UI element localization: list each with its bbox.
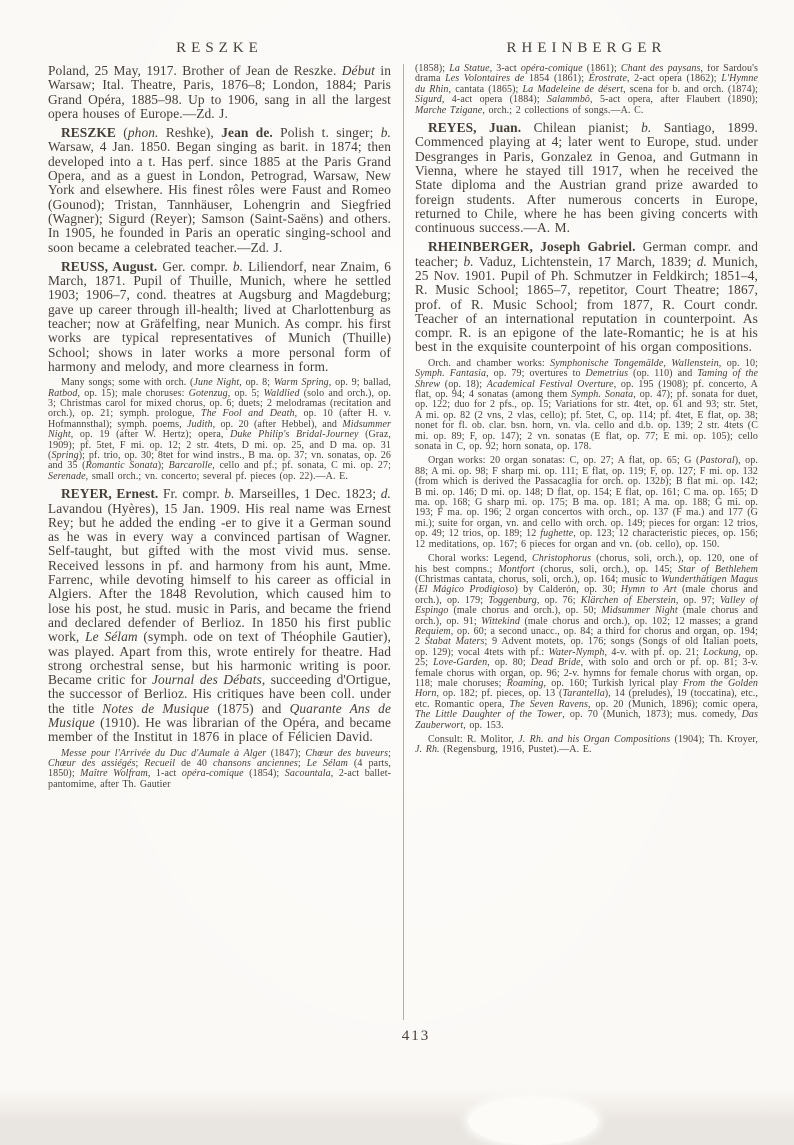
text-segment: Sigurd bbox=[415, 94, 442, 106]
text-segment: Jean de. bbox=[221, 125, 273, 141]
text-segment: de 40 bbox=[175, 758, 213, 770]
text-segment: Taming of the Shrew bbox=[415, 368, 758, 390]
text-segment: REYES, Juan. bbox=[428, 120, 522, 136]
text-segment: RHEINBERGER, Joseph Gabriel. bbox=[428, 239, 636, 255]
text-segment: (1910). He was librarian of the Opéra, and became member of the Institut in 1876 in place of Félicien David. bbox=[48, 715, 391, 745]
text-segment: REUSS, August. bbox=[61, 258, 158, 274]
text-segment: Orch. and chamber works: bbox=[428, 357, 551, 369]
text-segment: Marche Tzigane bbox=[415, 104, 483, 116]
entry-rheinberger-choral-works bbox=[415, 554, 758, 731]
text-segment: Vaduz, Lichtenstein, 17 March, 1839; bbox=[473, 253, 697, 269]
text-segment: (Christmas cantata, chorus, soli, orch.), op. 164; music to bbox=[415, 573, 662, 585]
text-segment: Érostrate bbox=[588, 73, 627, 85]
text-segment: Notes de Musique bbox=[102, 700, 210, 716]
text-segment: b. bbox=[641, 120, 652, 136]
text-segment: Klärchen of Eberstein bbox=[580, 594, 676, 606]
text-segment: Maître Wolfram bbox=[80, 768, 148, 780]
entry-reyer-works-continuation bbox=[415, 64, 758, 116]
text-segment: Valley of Espingo bbox=[415, 594, 758, 617]
text-segment: Dead Bride bbox=[530, 657, 581, 669]
text-segment: Journal des Débats bbox=[151, 672, 262, 688]
text-segment: El Mágico Prodigioso bbox=[418, 584, 515, 596]
text-segment: (chorus, soli, orch.), op. 120, one of his best compns.; bbox=[415, 553, 758, 575]
text-segment: Recueil bbox=[144, 758, 176, 770]
text-segment: Barcarolle bbox=[168, 460, 213, 472]
entry-rheinberger-organ-works bbox=[415, 456, 758, 550]
text-segment: (1904); Th. Kroyer, bbox=[670, 734, 758, 745]
entry-reszke-edouard-continuation bbox=[48, 64, 391, 121]
text-segment: Le Sélam bbox=[306, 758, 348, 770]
text-segment: , op. 80; bbox=[487, 657, 531, 669]
text-segment: opéra-comique bbox=[181, 768, 244, 780]
text-segment: , cantata (1865); bbox=[448, 83, 523, 95]
text-segment: Poland, 25 May, 1917. Brother of Jean de Reszke. bbox=[48, 64, 342, 78]
text-segment: Academical Festival Overture bbox=[486, 378, 614, 390]
text-segment: ) by Calderón, op. 30; bbox=[514, 584, 621, 596]
text-segment: Gotenzug bbox=[188, 387, 228, 399]
text-segment: , op. 195 (1908); pf. concerto, A flat, op. 94; 4 sonatas (among them bbox=[415, 378, 758, 400]
text-segment: , op. 47); pf. sonata for duet, op. 122; duo for 2 pfs., op. 15; Variations for str. 4tet, op. 61 and 93; str. 5tet, A mi. op. 82 (2 vns, 2 vlas, cello); pf. 5tet, C, op. 114; pf. 4tet, E flat, op. 38; nonet for fl. ob. clar. bsn. horn, vn. vla. cello and d.b. op. 139; 2 str. 4tets (C mi. op. 89; F, op. 147); 2 vn. sonatas (E flat, op. 77; E mi. op. 105); cello sonata in C, op. 92; horn sonata, op. 178. bbox=[415, 389, 758, 453]
text-segment: German compr. and teacher; bbox=[415, 239, 758, 269]
text-segment: ( bbox=[115, 125, 128, 141]
text-segment: Ger. compr. bbox=[157, 258, 233, 274]
entry-reyer-ernest bbox=[48, 487, 391, 744]
text-segment: , op. 25; bbox=[415, 646, 758, 669]
text-segment: Ratbod bbox=[48, 387, 78, 399]
text-segment: , 4-v. with pf. op. 21; bbox=[604, 646, 704, 658]
text-segment: Fr. compr. bbox=[158, 486, 225, 502]
text-segment: b bbox=[660, 476, 666, 488]
scan-edge-artifact bbox=[0, 1089, 794, 1123]
running-heads bbox=[48, 40, 758, 57]
text-segment: La Statue bbox=[449, 64, 490, 74]
text-segment: Chœur des assiégés bbox=[48, 758, 136, 770]
text-segment: (1858); bbox=[415, 64, 450, 74]
entry-reyes-juan bbox=[415, 121, 758, 235]
running-head-right: RHEINBERGER bbox=[506, 40, 667, 56]
text-segment: La Madeleine de désert bbox=[522, 83, 624, 95]
text-segment: Water-Nymph bbox=[548, 646, 605, 658]
text-segment: The Fool and Death bbox=[200, 408, 295, 420]
entry-rheinberger-consult bbox=[415, 735, 758, 756]
entry-reyer-works-list bbox=[48, 749, 391, 791]
text-segment: Munich, 25 Nov. 1901. Pupil of Ph. Schmutzer in Feldkirch; 1851–4, R. Music School; 1865–7, repetitor, Court Theatre; 1867, prof. of R. Music School; from 1877, R. Court condr. Teacher of an international reputation in counterpoint. As compr. R. is an epigone of the late-Romantic; he is at his best in the exquisite counterpoint of his organ compositions. bbox=[415, 253, 758, 355]
text-segment: Choral works: Legend, bbox=[428, 553, 532, 565]
text-segment: (male chorus and orch.), op. 179; bbox=[415, 584, 758, 606]
text-segment: Love-Garden bbox=[433, 657, 488, 669]
text-segment: (male chorus and orch.), op. 102; 12 masses; a grand bbox=[519, 615, 758, 627]
text-segment: Wittekind bbox=[481, 615, 520, 627]
text-segment: , op. 60; a second unacc., op. 84; a third for chorus and organ, op. 194; 2 bbox=[415, 625, 758, 648]
right-column bbox=[415, 64, 758, 1032]
text-segment: Santiago, 1899. Commenced playing at 4; later went to Europe, stud. under Desgranges in Paris, Gonzalez in Genoa, and Gutmann in Vienna, where he stayed till 1917, when he received the State diploma and the Austrian grand prize awarded to foreign students. After numerous concerts in Europe, returned to Chile, where he has been giving concerts with continuous success.—A. M. bbox=[415, 120, 758, 236]
text-segment: b. bbox=[224, 486, 235, 502]
text-segment: Spring bbox=[51, 450, 79, 462]
text-segment: (4 parts, 1850); bbox=[48, 758, 392, 780]
text-segment: fughette bbox=[540, 528, 574, 540]
text-segment: , small orch.; vn. concerto; several pf. pieces (op. 22).—A. E. bbox=[85, 470, 348, 482]
text-segment: Midsummer Night bbox=[601, 605, 678, 617]
text-segment: , 1-act bbox=[147, 768, 182, 780]
text-segment: ); pf. trio, op. 30; 8tet for wind instrs., B ma. op. 37; vn. sonatas, op. 26 and 35 ( bbox=[48, 450, 391, 472]
text-segment: Requiem bbox=[415, 625, 451, 637]
text-segment: , op. 8; bbox=[239, 377, 274, 389]
text-segment: ), op. 88; A mi. op. 98; F sharp mi. op. 111; E flat, op. 119; F, op. 127; F mi. op. 132 (from which is derived the Passacaglia for orch. op. 132 bbox=[415, 455, 758, 488]
text-segment: Salammbô bbox=[547, 94, 591, 106]
text-segment: b. bbox=[463, 253, 474, 269]
text-segment: chansons anciennes bbox=[212, 758, 298, 770]
text-segment: Marseilles, 1 Dec. 1823; bbox=[234, 486, 381, 502]
text-segment: (chorus, soli, orch.), op. 145; bbox=[534, 563, 679, 575]
text-segment: , succeeding d'Ortigue, the successor of Berlioz. His critiques have been coll. under the title bbox=[48, 672, 391, 716]
text-segment: Consult: R. Molitor, bbox=[428, 734, 519, 745]
text-segment: Lavandou (Hyères), 15 Jan. 1909. His real name was Ernest Rey; but he added the ending -er to give it a German sound as he was in every way a convinced partisan of Wagner. Self-taught, but gifted with the most vivid mus. sense. Received lessons in pf. and harmony from his aunt, Mme. Farrenc, while devoting himself to his career as official in Algiers. After the 1848 Revolution, which caused him to lose his post, he stud. music in Paris, and became the friend and declared defender of Berlioz. In 1850 his first public work, bbox=[48, 500, 391, 645]
entry-reuss-works-list bbox=[48, 378, 391, 482]
text-segment: , scena for b. and orch. (1874); bbox=[623, 83, 758, 95]
text-segment: , cello and pf.; pf. sonata, C mi. op. 27; bbox=[212, 460, 391, 472]
text-segment: ; 9 Advent motets, op. 176; songs (Songs of old Italian poets, op. 129); vocal 4tets with pf.: bbox=[415, 636, 758, 658]
text-segment: , op. 19 (after W. Hertz); opera, bbox=[70, 429, 231, 441]
text-segment: (1875) and bbox=[209, 700, 290, 716]
text-segment: Liliendorf, near Znaim, 6 March, 1871. Pupil of Thuille, Munich, where he settled 1903; 1906–7, cond. theatres at Augsburg and Magdeburg; gave up career through ill-health; lived at Charlottenburg as teacher; now at Gräfelfing, near Munich. As compr. his first works are typical representatives of Munich (Thuille) School; shows in later works a more personal form of harmony and melody, and more clearness in form. bbox=[48, 258, 391, 374]
text-segment: ; bbox=[297, 758, 307, 770]
text-segment: Many songs; some with orch. ( bbox=[61, 377, 194, 389]
text-segment: J. Rh. bbox=[415, 744, 440, 756]
text-segment: Sacountala bbox=[284, 768, 331, 780]
entry-reszke-jean bbox=[48, 126, 391, 255]
entry-reuss-august bbox=[48, 260, 391, 374]
text-segment: , op. 182; pf. pieces, op. 13 ( bbox=[436, 688, 563, 700]
text-segment: , 4-act opera (1884); bbox=[441, 94, 548, 106]
text-segment: ), 14 (preludes), 19 (toccatina), etc., etc. Romantic opera, bbox=[415, 688, 758, 710]
text-segment: Demetrius bbox=[585, 368, 629, 380]
text-segment: ( bbox=[415, 584, 419, 596]
text-segment: (Regensburg, 1916, Pustet).—A. E. bbox=[439, 744, 592, 756]
text-segment: (symph. ode on text of Théophile Gautier), was played. Apart from this, wrote entirely for theatre. Had strong orchestral sense, but his harmonic writing is poor. Became critic for bbox=[48, 629, 391, 688]
text-segment: Lockung bbox=[703, 646, 739, 658]
text-segment: , 2-act opera (1862); bbox=[626, 73, 722, 85]
left-column bbox=[48, 64, 391, 1032]
text-segment: , op. 123; 12 characteristic pieces, op. 156; 12 meditations, op. 167; 6 pieces for organ and vn. (ob. cello), op. 150. bbox=[415, 528, 758, 550]
text-segment: (op. 18); bbox=[440, 378, 487, 390]
text-segment: , op. 5; bbox=[227, 387, 264, 399]
text-segment: , for Sardou's drama bbox=[415, 64, 758, 85]
text-segment: Symph. Sonata bbox=[571, 389, 634, 400]
text-segment: Chilean pianist; bbox=[521, 120, 642, 136]
text-segment: Le Sélam bbox=[85, 629, 138, 645]
text-segment: Midsummer Night bbox=[48, 418, 391, 441]
text-segment: ); bbox=[157, 460, 169, 472]
text-segment: June Night bbox=[193, 377, 240, 389]
text-segment: , 2-act ballet-pantomime, after Th. Gautier bbox=[48, 768, 392, 790]
text-segment: , op. 79; overtures to bbox=[486, 368, 586, 380]
text-segment: , op. 10 (after H. v. Hofmannsthal); symph. poems, bbox=[48, 408, 391, 430]
text-segment: , op. 97; bbox=[675, 594, 720, 606]
text-segment: L'Hymne du Rhin bbox=[415, 73, 758, 95]
text-segment: Warm Spring bbox=[273, 377, 329, 389]
text-segment: Star of Bethlehem bbox=[678, 563, 758, 575]
text-segment: Chant des paysans bbox=[620, 64, 701, 74]
text-segment: (solo and orch.), op. 3; Christmas carol for mixed chorus, op. 6; duets; 2 melodramas (recitation and orch.), op. 21; symph. prologue, bbox=[48, 387, 391, 420]
text-segment: , op. 9; ballad, bbox=[328, 377, 392, 389]
text-segment: REYER, Ernest. bbox=[61, 486, 159, 502]
text-segment: , 3-act bbox=[489, 64, 521, 74]
text-segment: opéra-comique bbox=[520, 64, 583, 74]
text-segment: , op. 153. bbox=[463, 719, 504, 731]
text-segment: , op. 20 (Munich, 1896); comic opera, bbox=[587, 698, 758, 710]
text-segment: Chœur des buveurs bbox=[305, 747, 389, 759]
text-segment: (male chorus and orch.), op. 50; bbox=[448, 605, 602, 617]
text-segment: , 5-act opera, after Flaubert (1890); bbox=[590, 94, 758, 106]
text-segment: Organ works: 20 organ sonatas: C, op. 27; A flat, op. 65; G ( bbox=[428, 455, 700, 467]
text-segment: Polish t. singer; bbox=[272, 125, 381, 141]
entry-rheinberger-joseph bbox=[415, 240, 758, 354]
text-segment: RESZKE bbox=[61, 125, 116, 141]
text-segment: (1861); bbox=[582, 64, 621, 74]
text-columns bbox=[48, 64, 758, 1032]
text-segment: , op. 70 (Munich, 1873); mus. comedy, bbox=[562, 709, 742, 721]
text-segment: Das Zauberwort bbox=[415, 709, 758, 731]
page-number: 413 bbox=[401, 1028, 431, 1044]
text-segment: (1854); bbox=[243, 768, 285, 780]
text-segment: Tarantella bbox=[562, 688, 605, 700]
text-segment: , op. 160; Turkish lyrical play bbox=[543, 677, 683, 689]
text-segment: ; bbox=[135, 758, 145, 770]
text-segment: Waldlied bbox=[263, 387, 300, 399]
text-segment: Duke Philip's Bridal-Journey bbox=[230, 429, 359, 441]
text-segment: phon. bbox=[127, 125, 159, 141]
text-segment: in Warsaw; Ital. Theatre, Paris, 1876–8; London, 1884; Paris Grand Opéra, 1885–98. Up to 1906, sang in all the largest opera houses of Europe.—Zd. J. bbox=[48, 64, 391, 121]
scan-edge-bump bbox=[468, 1097, 598, 1145]
text-segment: Wunderthätigen Magus bbox=[661, 573, 758, 585]
text-segment: , op. 20 (after Hebbel), and bbox=[212, 418, 343, 430]
text-segment: Judith bbox=[186, 418, 213, 430]
text-segment: , op. 76; bbox=[536, 594, 581, 606]
text-segment: Christophorus bbox=[532, 553, 592, 565]
text-segment: ); B flat mi. op. 142; B mi. op. 146; D mi. op. 148; D flat, op. 154; E flat, op. 161; C ma. op. 165; D ma. op. 168; G sharp mi. op. 175; B ma. op. 181; A ma. op. 188; G mi. op. 193; F ma. op. 196; 2 organ concertos with orch., op. 137 (F ma.) and 177 (G mi.); suite for organ, vn. and cello with orch. op. 149; pieces for organ: 12 trios, op. 49; 12 trios, op. 189; 12 bbox=[415, 476, 758, 540]
text-segment: Symphonische Tongemälde, Wallenstein bbox=[550, 357, 719, 369]
text-segment: Messe pour l'Arrivée du Duc d'Aumale à Alger bbox=[61, 747, 267, 759]
text-segment: ; bbox=[388, 747, 391, 759]
text-segment: Hymn to Art bbox=[620, 584, 677, 596]
running-head-left: RESZKE bbox=[176, 40, 263, 56]
text-segment: b. bbox=[232, 258, 244, 274]
text-segment: Pastoral bbox=[699, 455, 735, 467]
text-segment: , with solo and orch or pf. op. 81; 3-v. female chorus with organ, op. 96; 2-v. hymns for female chorus with organ, op. 118; male choruses; bbox=[415, 657, 758, 689]
text-segment: , orch.; 2 collections of songs.—A. C. bbox=[482, 104, 644, 116]
text-segment: The Little Daughter of the Tower bbox=[415, 709, 563, 721]
text-segment: (Graz, 1909); pf. 5tet, F mi. op. 12; 2 str. 4tets, D mi. op. 25, and D ma. op. 31 ( bbox=[48, 429, 391, 462]
text-segment: (male chorus and orch.), op. 91; bbox=[415, 605, 758, 627]
text-segment: , op. 10; bbox=[718, 357, 758, 369]
text-segment: (1847); bbox=[266, 747, 306, 759]
entry-rheinberger-orch-chamber-works bbox=[415, 359, 758, 453]
text-segment: Romantic Sonata bbox=[85, 460, 158, 472]
text-segment: , op. 15); male choruses: bbox=[77, 387, 189, 399]
text-segment: Roaming bbox=[506, 677, 544, 689]
text-segment: From the Golden Horn bbox=[415, 677, 758, 700]
text-segment: b. bbox=[380, 125, 391, 141]
text-segment: Toggenburg bbox=[488, 594, 537, 606]
text-segment: J. Rh. and his Organ Compositions bbox=[518, 734, 671, 745]
text-segment: Quarante Ans de Musique bbox=[48, 700, 392, 731]
text-segment: Montfort bbox=[498, 563, 535, 575]
text-segment: Les Volontaires de bbox=[445, 73, 525, 85]
text-segment: 1854 (1861); bbox=[524, 73, 589, 85]
text-segment: Stabat Maters bbox=[424, 636, 485, 648]
text-segment: Début bbox=[341, 64, 376, 78]
text-segment: (op. 110) and bbox=[628, 368, 698, 380]
text-segment: d. bbox=[380, 486, 391, 502]
text-segment: Symph. Fantasia bbox=[415, 368, 487, 380]
column-divider-rule bbox=[403, 64, 404, 1020]
text-segment: Reshke), bbox=[158, 125, 222, 141]
text-segment: Warsaw, 4 Jan. 1850. Began singing as barit. in 1874; then developed into a t. Has perf. since 1885 at the Paris Grand Opera, and as a guest in London, Petrograd, Warsaw, New York and elsewhere. His finest rôles were Faust and Romeo (Gounod); Tristan, Tannhäuser, Lohengrin and Siegfried (Wagner); Sigurd (Reyer); Samson (Saint-Saëns) and others. In 1905, he founded in Paris an operatic singing-school and soon became a celebrated teacher.—Zd. J. bbox=[48, 139, 391, 255]
text-segment: Serenade bbox=[48, 470, 86, 482]
text-segment: d. bbox=[696, 253, 708, 269]
text-segment: The Seven Ravens bbox=[509, 698, 588, 710]
